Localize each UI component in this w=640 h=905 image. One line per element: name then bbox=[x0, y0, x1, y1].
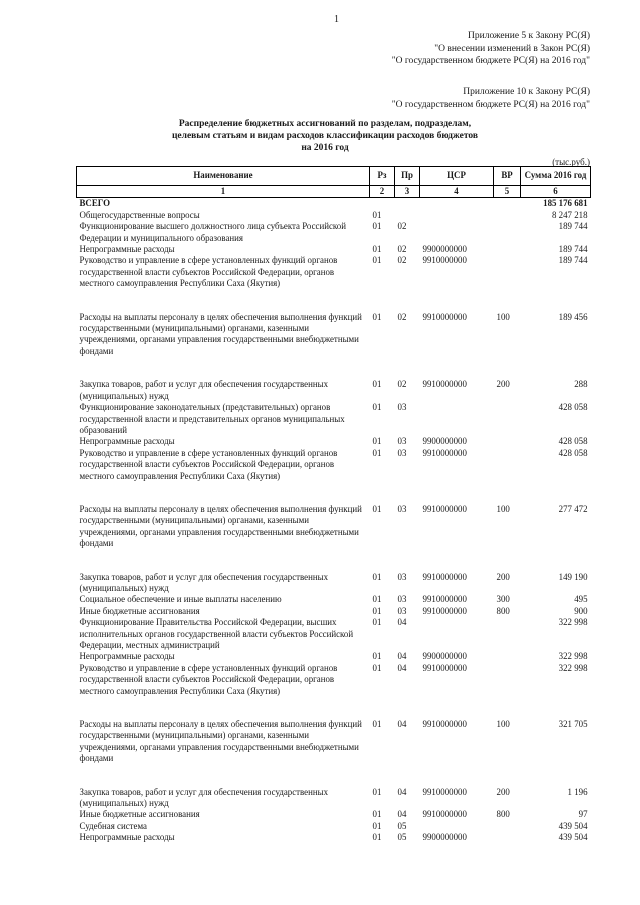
row-pr: 03 bbox=[397, 447, 407, 458]
row-spacer bbox=[77, 357, 591, 379]
spacer-cell bbox=[494, 697, 521, 719]
document-title bbox=[110, 118, 540, 154]
row-sum: 900 bbox=[574, 605, 588, 616]
column-number: 2 bbox=[370, 186, 395, 198]
table-row bbox=[77, 436, 591, 447]
spacer-cell bbox=[77, 550, 370, 572]
row-sum: 428 058 bbox=[558, 402, 588, 413]
spacer-cell bbox=[370, 765, 395, 787]
table-row bbox=[77, 787, 591, 810]
row-sum: 321 705 bbox=[558, 719, 588, 730]
row-sum: 322 998 bbox=[558, 651, 588, 662]
row-pr: 03 bbox=[397, 436, 407, 447]
row-rz: 01 bbox=[372, 221, 382, 232]
spacer-cell bbox=[521, 290, 591, 312]
spacer-cell bbox=[370, 550, 395, 572]
row-vr bbox=[494, 651, 521, 662]
spacer-cell bbox=[370, 482, 395, 504]
row-csr bbox=[420, 402, 494, 436]
table-row bbox=[77, 719, 591, 765]
row-name: Закупка товаров, работ и услуг для обеспечения государственных (муниципальных) нужд bbox=[79, 786, 329, 809]
spacer-cell bbox=[494, 550, 521, 572]
spacer-cell bbox=[77, 357, 370, 379]
row-name: Функционирование законодательных (представительных) органов государственной власти и представительных органов муниципальных образований bbox=[79, 402, 345, 435]
row-vr: 200 bbox=[496, 786, 510, 797]
row-vr bbox=[494, 832, 521, 843]
table-row bbox=[77, 832, 591, 843]
table-row bbox=[77, 255, 591, 289]
row-sum: 439 504 bbox=[558, 832, 588, 843]
row-sum: 428 058 bbox=[558, 436, 588, 447]
row-pr: 02 bbox=[397, 221, 407, 232]
row-vr: 100 bbox=[496, 719, 510, 730]
spacer-cell bbox=[395, 765, 420, 787]
row-csr: 9910000000 bbox=[422, 571, 467, 582]
row-csr: 9900000000 bbox=[422, 436, 467, 447]
header-rz: Рз bbox=[370, 167, 395, 186]
row-sum: 1 196 bbox=[567, 786, 588, 797]
spacer-cell bbox=[77, 290, 370, 312]
row-vr bbox=[494, 221, 521, 244]
column-number: 3 bbox=[395, 186, 420, 198]
row-pr: 02 bbox=[397, 379, 407, 390]
row-sum: 439 504 bbox=[558, 820, 588, 831]
row-pr: 03 bbox=[397, 402, 407, 413]
row-vr bbox=[494, 402, 521, 436]
row-pr: 02 bbox=[397, 255, 407, 266]
row-pr: 03 bbox=[397, 594, 407, 605]
row-vr: 800 bbox=[496, 605, 510, 616]
row-rz: 01 bbox=[372, 651, 382, 662]
row-rz: 01 bbox=[372, 255, 382, 266]
row-vr bbox=[494, 244, 521, 255]
row-sum: 277 472 bbox=[558, 503, 588, 514]
spacer-cell bbox=[395, 357, 420, 379]
table-row bbox=[77, 448, 591, 482]
row-name: Руководство и управление в сфере установленных функций органов государственной власти субъектов Российской Федерации, органов местного самоуправления Республики Саха (Якутия) bbox=[79, 255, 338, 289]
row-pr bbox=[395, 198, 420, 210]
table-row bbox=[77, 312, 591, 358]
row-name: Непрограммные расходы bbox=[79, 832, 175, 843]
table-row bbox=[77, 210, 591, 221]
column-number: 4 bbox=[420, 186, 494, 198]
row-rz: 01 bbox=[372, 311, 382, 322]
row-name: Непрограммные расходы bbox=[79, 244, 175, 255]
row-vr bbox=[494, 821, 521, 832]
row-vr bbox=[494, 663, 521, 697]
row-sum: 495 bbox=[574, 594, 588, 605]
spacer-cell bbox=[494, 765, 521, 787]
row-csr: 9900000000 bbox=[422, 651, 467, 662]
row-vr: 200 bbox=[496, 571, 510, 582]
spacer-cell bbox=[420, 482, 494, 504]
row-pr: 04 bbox=[397, 662, 407, 673]
table-row bbox=[77, 606, 591, 617]
row-csr: 9910000000 bbox=[422, 809, 467, 820]
header-pr: Пр bbox=[395, 167, 420, 186]
row-vr: 800 bbox=[496, 809, 510, 820]
row-csr bbox=[420, 821, 494, 832]
row-rz: 01 bbox=[372, 503, 382, 514]
column-number: 6 bbox=[521, 186, 591, 198]
row-pr: 05 bbox=[397, 832, 407, 843]
row-name: Иные бюджетные ассигнования bbox=[79, 605, 200, 616]
row-rz: 01 bbox=[372, 594, 382, 605]
row-pr: 04 bbox=[397, 651, 407, 662]
row-name: Непрограммные расходы bbox=[79, 651, 175, 662]
spacer-cell bbox=[420, 290, 494, 312]
row-rz: 01 bbox=[372, 832, 382, 843]
row-csr: 9910000000 bbox=[422, 311, 467, 322]
row-rz bbox=[370, 198, 395, 210]
row-pr: 03 bbox=[397, 571, 407, 582]
spacer-cell bbox=[395, 697, 420, 719]
table-row bbox=[77, 617, 591, 651]
row-name: Непрограммные расходы bbox=[79, 436, 175, 447]
row-spacer bbox=[77, 290, 591, 312]
row-csr: 9910000000 bbox=[422, 379, 467, 390]
row-pr: 03 bbox=[397, 503, 407, 514]
header-csr: ЦСР bbox=[420, 167, 494, 186]
row-csr: 9910000000 bbox=[422, 594, 467, 605]
row-pr: 03 bbox=[397, 605, 407, 616]
table-row bbox=[77, 402, 591, 436]
appendix-top bbox=[392, 30, 590, 68]
spacer-cell bbox=[420, 765, 494, 787]
appendix-bottom-line: "О государственном бюджете РС(Я) на 2016 год" bbox=[391, 99, 590, 110]
row-sum: 149 190 bbox=[558, 571, 588, 582]
row-vr: 100 bbox=[496, 503, 510, 514]
appendix-top-line: "О государственном бюджете РС(Я) на 2016 год" bbox=[391, 56, 590, 66]
row-name: Руководство и управление в сфере установленных функций органов государственной власти субъектов Российской Федерации, органов местного самоуправления Республики Саха (Якутия) bbox=[79, 662, 338, 696]
appendix-top-line: Приложение 5 к Закону РС(Я) bbox=[468, 31, 590, 41]
row-csr: 9910000000 bbox=[422, 662, 467, 673]
header-name: Наименование bbox=[77, 167, 370, 186]
row-sum: 189 744 bbox=[558, 244, 588, 255]
spacer-cell bbox=[395, 290, 420, 312]
row-rz: 01 bbox=[372, 402, 382, 413]
spacer-cell bbox=[494, 290, 521, 312]
row-csr: 9910000000 bbox=[422, 255, 467, 266]
table-column-numbers bbox=[77, 186, 591, 198]
spacer-cell bbox=[521, 357, 591, 379]
row-spacer bbox=[77, 482, 591, 504]
table-row bbox=[77, 221, 591, 244]
row-sum: 322 998 bbox=[558, 617, 588, 628]
row-sum: 428 058 bbox=[558, 447, 588, 458]
row-vr bbox=[494, 617, 521, 651]
row-vr bbox=[494, 210, 521, 221]
row-vr bbox=[494, 255, 521, 289]
row-rz: 01 bbox=[372, 719, 382, 730]
row-sum: 185 176 681 bbox=[543, 198, 588, 209]
row-rz: 01 bbox=[372, 662, 382, 673]
spacer-cell bbox=[420, 697, 494, 719]
spacer-cell bbox=[521, 482, 591, 504]
table-row bbox=[77, 821, 591, 832]
spacer-cell bbox=[395, 482, 420, 504]
row-spacer bbox=[77, 697, 591, 719]
row-name: Расходы на выплаты персоналу в целях обеспечения выполнения функций государственными (муниципальными) органами, казенными учреждениями, органами управления государственными внебюджетными фондами bbox=[79, 503, 362, 549]
table-row bbox=[77, 809, 591, 820]
row-csr: 9910000000 bbox=[422, 503, 467, 514]
row-vr: 100 bbox=[496, 311, 510, 322]
row-csr: 9900000000 bbox=[422, 832, 467, 843]
table-row bbox=[77, 379, 591, 402]
row-rz: 01 bbox=[372, 209, 382, 220]
row-sum: 322 998 bbox=[558, 662, 588, 673]
header-vr: ВР bbox=[494, 167, 521, 186]
row-rz: 01 bbox=[372, 786, 382, 797]
row-pr: 02 bbox=[397, 244, 407, 255]
row-rz: 01 bbox=[372, 809, 382, 820]
table-row bbox=[77, 651, 591, 662]
row-csr bbox=[420, 617, 494, 651]
row-name: Закупка товаров, работ и услуг для обеспечения государственных (муниципальных) нужд bbox=[79, 379, 329, 401]
row-pr: 04 bbox=[397, 786, 407, 797]
row-sum: 288 bbox=[574, 379, 588, 390]
row-rz: 01 bbox=[372, 379, 382, 390]
title-line: Распределение бюджетных ассигнований по разделам, подразделам, bbox=[178, 119, 472, 129]
spacer-cell bbox=[77, 765, 370, 787]
row-csr: 9900000000 bbox=[422, 244, 467, 255]
row-pr bbox=[395, 210, 420, 221]
row-pr: 02 bbox=[397, 311, 407, 322]
row-sum: 8 247 218 bbox=[552, 209, 588, 220]
row-pr: 05 bbox=[397, 820, 407, 831]
spacer-cell bbox=[370, 290, 395, 312]
header-sum: Сумма 2016 год bbox=[521, 167, 591, 186]
spacer-cell bbox=[370, 357, 395, 379]
row-name: Руководство и управление в сфере установленных функций органов государственной власти субъектов Российской Федерации, органов местного самоуправления Республики Саха (Якутия) bbox=[79, 447, 338, 481]
title-line: на 2016 год bbox=[301, 143, 349, 153]
column-number: 5 bbox=[494, 186, 521, 198]
table-row bbox=[77, 572, 591, 595]
spacer-cell bbox=[77, 482, 370, 504]
spacer-cell bbox=[395, 550, 420, 572]
row-pr: 04 bbox=[397, 809, 407, 820]
spacer-cell bbox=[77, 697, 370, 719]
spacer-cell bbox=[494, 482, 521, 504]
row-name: Социальное обеспечение и иные выплаты населению bbox=[79, 594, 282, 605]
row-rz: 01 bbox=[372, 447, 382, 458]
row-rz: 01 bbox=[372, 244, 382, 255]
row-rz: 01 bbox=[372, 605, 382, 616]
row-name: Расходы на выплаты персоналу в целях обеспечения выполнения функций государственными (муниципальными) органами, казенными учреждениями, органами управления государственными внебюджетными фондами bbox=[79, 311, 362, 356]
row-vr bbox=[494, 198, 521, 210]
row-vr bbox=[494, 448, 521, 482]
table-row bbox=[77, 244, 591, 255]
row-spacer bbox=[77, 550, 591, 572]
row-vr: 300 bbox=[496, 594, 510, 605]
row-pr: 04 bbox=[397, 719, 407, 730]
row-rz: 01 bbox=[372, 571, 382, 582]
row-name: ВСЕГО bbox=[79, 198, 111, 209]
table-header-row bbox=[77, 167, 591, 186]
row-csr bbox=[420, 198, 494, 210]
row-csr bbox=[420, 210, 494, 221]
title-line: целевым статьям и видам расходов классификации расходов бюджетов bbox=[171, 131, 479, 141]
row-pr: 04 bbox=[397, 617, 407, 628]
spacer-cell bbox=[521, 550, 591, 572]
row-rz: 01 bbox=[372, 617, 382, 628]
spacer-cell bbox=[420, 550, 494, 572]
row-name: Иные бюджетные ассигнования bbox=[79, 809, 200, 820]
row-name: Судебная система bbox=[79, 820, 147, 831]
row-name: Общегосударственные вопросы bbox=[79, 209, 200, 220]
budget-table bbox=[76, 166, 591, 844]
row-sum: 189 744 bbox=[558, 255, 588, 266]
appendix-bottom-line: Приложение 10 к Закону РС(Я) bbox=[463, 87, 590, 97]
appendix-bottom bbox=[392, 86, 590, 111]
spacer-cell bbox=[494, 357, 521, 379]
row-vr bbox=[494, 436, 521, 447]
appendix-top-line: "О внесении изменений в Закон РС(Я) bbox=[434, 43, 590, 54]
table-row bbox=[77, 198, 591, 210]
table-row bbox=[77, 504, 591, 550]
column-number: 1 bbox=[77, 186, 370, 198]
page-number: 1 bbox=[334, 14, 339, 25]
table-body bbox=[77, 198, 591, 844]
row-csr: 9910000000 bbox=[422, 786, 467, 797]
row-name: Функционирование высшего должностного лица субъекта Российской Федерации и муниципального образования bbox=[79, 221, 346, 243]
row-csr bbox=[420, 221, 494, 244]
row-sum: 189 744 bbox=[558, 221, 588, 232]
spacer-cell bbox=[370, 697, 395, 719]
row-sum: 189 456 bbox=[558, 311, 588, 322]
table-row bbox=[77, 663, 591, 697]
row-name: Расходы на выплаты персоналу в целях обеспечения выполнения функций государственными (муниципальными) органами, казенными учреждениями, органами управления государственными внебюджетными фондами bbox=[79, 719, 362, 764]
row-vr: 200 bbox=[496, 379, 510, 390]
row-csr: 9910000000 bbox=[422, 605, 467, 616]
spacer-cell bbox=[521, 765, 591, 787]
units-label: (тыс.руб.) bbox=[552, 157, 590, 167]
row-rz: 01 bbox=[372, 436, 382, 447]
row-csr: 9910000000 bbox=[422, 447, 467, 458]
row-csr: 9910000000 bbox=[422, 719, 467, 730]
table-row bbox=[77, 594, 591, 605]
row-spacer bbox=[77, 765, 591, 787]
row-rz: 01 bbox=[372, 820, 382, 831]
spacer-cell bbox=[420, 357, 494, 379]
row-name: Функционирование Правительства Российской Федерации, высших исполнительных органов государственной власти субъектов Российской Федерации, местных администраций bbox=[79, 617, 354, 650]
row-name: Закупка товаров, работ и услуг для обеспечения государственных (муниципальных) нужд bbox=[79, 571, 329, 593]
row-sum: 97 bbox=[578, 809, 588, 820]
spacer-cell bbox=[521, 697, 591, 719]
